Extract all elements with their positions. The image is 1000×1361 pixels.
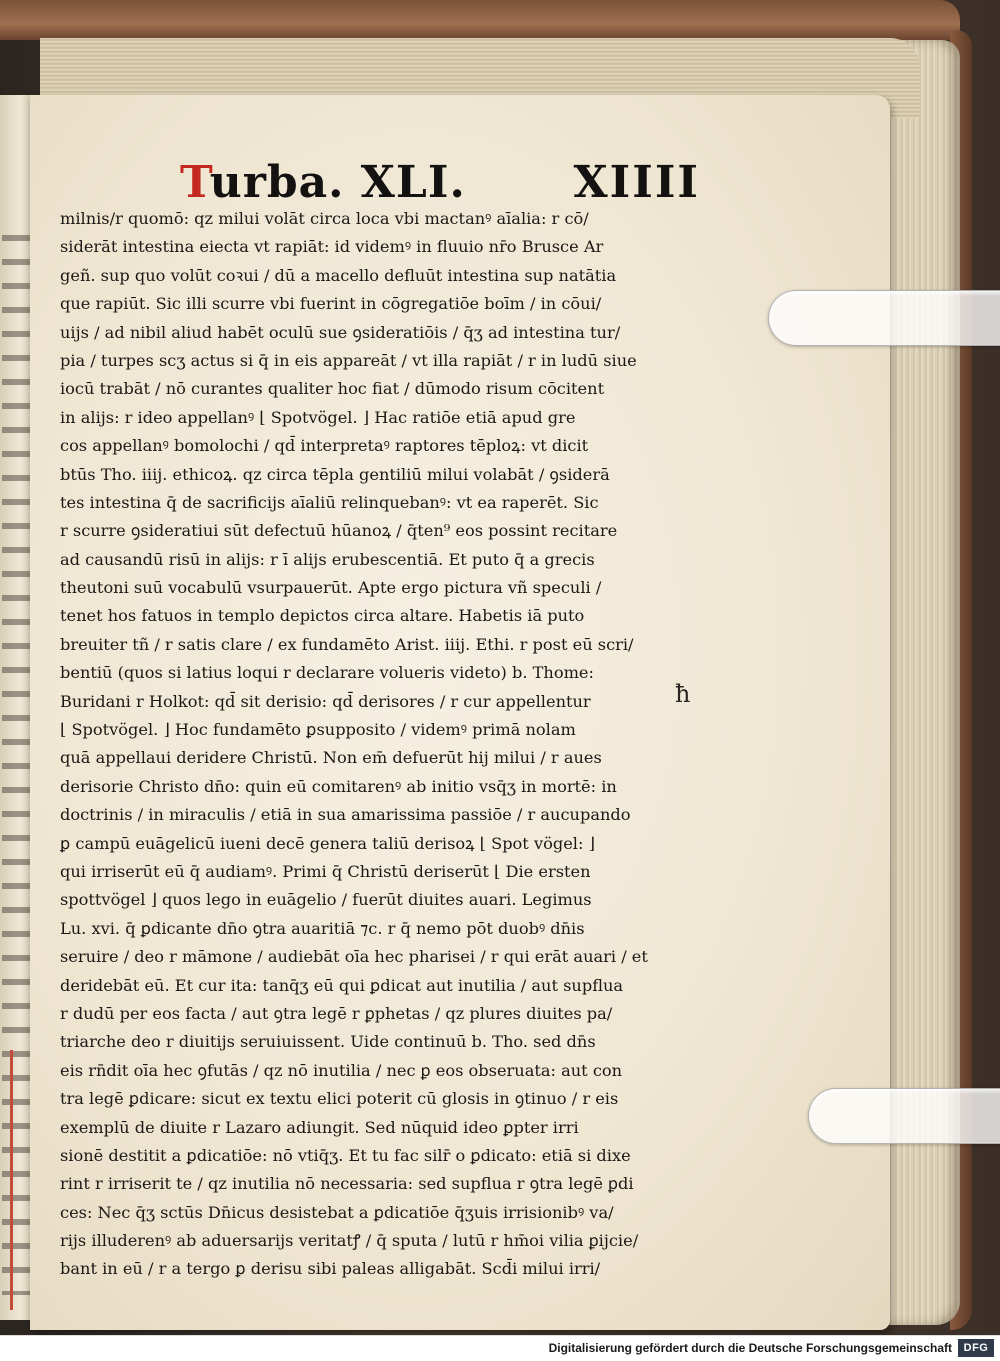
previous-page-text: [2, 235, 30, 1295]
text-line: seruire / deo r māmone / audiebāt oīa hec pharisei / r qui erāt auari / et: [60, 947, 648, 967]
footer-bar: [0, 1335, 1000, 1361]
red-rule-mark: [10, 1050, 13, 1310]
text-line: pia / turpes scʒ actus si q̄ in eis appareāt / vt illa rapiāt / r in ludū siue: [60, 350, 637, 370]
text-line: rint r irriserit te / qz inutilia nō necessaria: sed supflua r ꝯtra legē ꝑdi: [60, 1174, 634, 1194]
text-line: tes intestina q̄ de sacrificijs aīaliū relinquebanꝰ: vt ea raperēt. Sic: [60, 492, 599, 512]
text-line: in alijs: r ideo appellanꝰ ⌊ Spotvögel. ⌋ Hac ratiōe etiā apud gre: [60, 407, 576, 427]
text-line: breuiter tñ / r satis clare / ex fundamēto Arist. iiij. Ethi. r post eū scri/: [60, 634, 634, 654]
text-line: btūs Tho. iiij. ethicoꝝ. qz circa tēpla gentiliū milui volabāt / ꝯsiderā: [60, 464, 610, 484]
page-clip-bottom: [808, 1088, 1000, 1144]
text-line: bant in eū / r a tergo ꝑ derisu sibi paleas alligabāt. Scd̄i milui irri/: [60, 1259, 601, 1279]
text-line: cos appellanꝰ bomolochi / qd̄ interpretaꝰ raptores tēploꝝ: vt dicit: [60, 436, 589, 456]
text-line: Buridani r Holkot: qd̄ sit derisio: qd̄ derisores / r cur appellentur: [60, 691, 591, 711]
text-line: derisorie Christo dn̄o: quin eū comitarenꝰ ab initio vsq̄ʒ in mortē: in: [60, 776, 617, 796]
text-line: tenet hos fatuos in templo depictos circa altare. Habetis iā puto: [60, 606, 585, 626]
text-line: qui irriserūt eū q̄ audiamꝰ. Primi q̄ Christū deriserūt ⌊ Die ersten: [60, 861, 591, 881]
text-line: ad causandū risū in alijs: r ī alijs erubescentiā. Et puto q̄ a grecis: [60, 549, 595, 569]
text-line: deridebāt eū. Et cur ita: tanq̄ʒ eū qui ꝑdicat aut inutilia / aut supflua: [60, 975, 624, 995]
text-line: Lu. xvi. q̄ ꝑdicante dn̄o ꝯtra auaritiā ⁊c. r q̄ nemo pōt duobꝰ dn̄is: [60, 918, 585, 938]
page-clip-top: [768, 290, 1000, 346]
text-line: ces: Nec q̄ʒ sctūs Dn̄icus desistebat a ꝑdicatiōe q̄ʒuis irrisionibꝰ va/: [60, 1202, 614, 1222]
rubricated-initial: T: [180, 157, 210, 208]
text-line: sionē destitit a ꝑdicatiōe: nō vtiq̄ʒ. Et tu fac silr̄ o ꝑdicato: etiā si dixe: [60, 1145, 631, 1165]
dfg-logo[interactable]: DFG: [958, 1339, 994, 1357]
text-line: r scurre ꝯsideratiui sūt defectuū hūanoꝝ / q̄ten⁹ eos possint recitare: [60, 521, 618, 541]
text-line: doctrinis / in miraculis / etiā in sua amarissima passiōe / r aucupando: [60, 805, 631, 825]
text-line: siderāt intestina eiecta vt rapiāt: id videmꝰ in fluuio nr̄o Brusce Ar: [60, 237, 604, 257]
text-line: triarche deo r diuitijs seruiuissent. Uide continuū b. Tho. sed dn̄s: [60, 1032, 596, 1052]
text-line: geñ. sup quo volūt coꝛui / dū a macello defluūt intestina sup natātia: [60, 265, 617, 285]
text-line: eis rn̄dit oīa hec ꝯfutās / qz nō inutilia / nec ꝑ eos obseruata: aut con: [60, 1060, 623, 1080]
text-line: ꝑ campū euāgelicū iueni decē genera taliū derisoꝝ ⌊ Spot vögel: ⌋: [60, 833, 595, 853]
faint-bleed-through: [230, 1115, 590, 1155]
book-cover-top: [0, 0, 960, 40]
text-line: uijs / ad nibil aliud habēt oculū sue ꝯsideratiōis / q̄ʒ ad intestina tur/: [60, 322, 621, 342]
text-line: quā appellaui deridere Christū. Non em̄ defuerūt hij milui / r aues: [60, 748, 602, 768]
text-line: iocū trabāt / nō curantes qualiter hoc fiat / dūmodo risum cōcitent: [60, 379, 605, 399]
text-line: spottvögel ⌋ quos lego in euāgelio / fuerūt diuites auari. Legimus: [60, 890, 592, 910]
text-line: bentiū (quos si latius loqui r declarare volueris videto) b. Thome:: [60, 663, 594, 683]
text-line: r dudū per eos facta / aut ꝯtra legē r ꝑphetas / qz plures diuites pa/: [60, 1003, 613, 1023]
footer-credit: Digitalisierung gefördert durch die Deutsche Forschungsgemeinschaft: [548, 1341, 952, 1355]
text-line: theutoni suū vocabulū vsurpauerūt. Apte ergo pictura vñ speculi /: [60, 578, 602, 598]
text-line: exemplū de diuite r Lazaro adiungit. Sed nūquid ideo ꝑpter irri: [60, 1117, 579, 1137]
folio-number: XIIII: [573, 157, 700, 208]
text-line: ⌊ Spotvögel. ⌋ Hoc fundamēto ꝑsupposito / videmꝰ primā nolam: [60, 720, 576, 740]
running-head-text: urba. XLI.: [209, 157, 466, 208]
margin-signature-mark: ħ: [675, 680, 691, 708]
text-line: tra legē ꝑdicare: sicut ex textu elici poterit cū glosis in ꝯtinuo / r eis: [60, 1089, 619, 1109]
text-line: milnis/r quomō: qz milui volāt circa loca vbi mactanꝰ aīalia: r cō/: [60, 209, 589, 228]
text-line: rijs illuderenꝰ ab aduersarijs veritatꝭ / q̄ sputa / lutū r hm̄oi vilia ꝑijcie/: [60, 1231, 639, 1251]
text-line: que rapiūt. Sic illi scurre vbi fuerint in cōgregatiōe boīm / in cōui/: [60, 294, 602, 314]
book-page: [30, 95, 890, 1330]
